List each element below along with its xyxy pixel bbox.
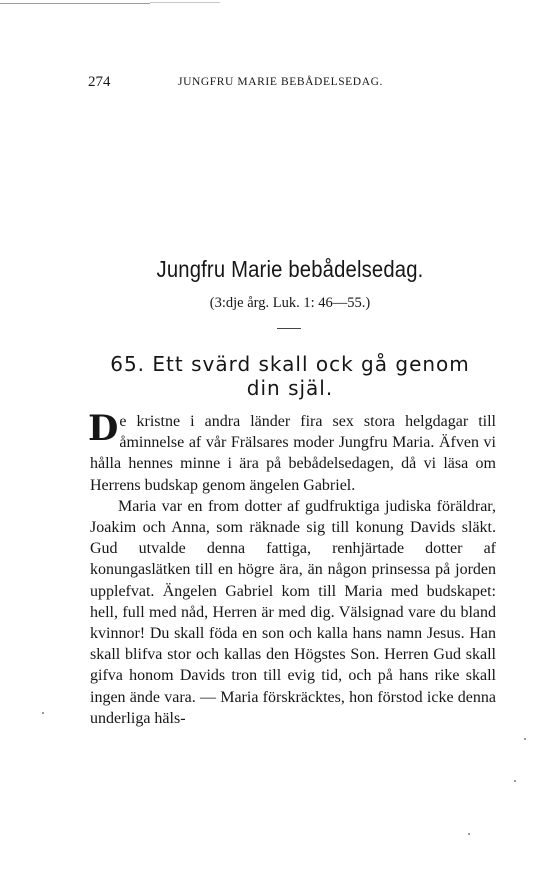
drop-cap: D (88, 408, 119, 449)
page-number: 274 (88, 74, 111, 90)
print-speck (514, 780, 516, 782)
paragraph-1 (88, 408, 496, 496)
running-title: JUNGFRU MARIE BEBÅDELSEDAG. (178, 76, 384, 88)
top-edge-rule (0, 3, 150, 4)
body-text (88, 408, 496, 729)
top-edge-rule-faint (150, 2, 220, 3)
chapter-subtitle: (3:dje årg. Luk. 1: 46—55.) (209, 295, 371, 311)
paragraph-2: Maria var en from dotter af gudfruktiga judiska föräldrar, Joakim och Anna, som räknade sig till konung Davids släkt. Gud utvalde denna fattiga, renhjärtade dotter af konungaslätken till en högre ära, än någon prinsessa på jorden upplefvat. Ängelen Gabriel kom till Maria med budskapet: hell, full med nåd, Herren är med dig. Välsignad vare du bland kvinnor! Du skall föda en son och kalla hans namn Jesus. Han skall blifva stor och kallas den Högstes Son. Herren Gud skall gifva honom Davids tron till evig tid, och på hans rike skall ingen ände vara. — Maria förskräcktes, hon förstod icke denna underliga häls- (90, 497, 496, 727)
print-speck (468, 833, 470, 835)
chapter-title: Jungfru Marie bebådelsedag. (156, 256, 424, 282)
sermon-title: 65. Ett svärd skall ock gå genom din själ. (110, 352, 470, 400)
running-head (88, 74, 418, 94)
paragraph-1-text: e kristne i andra länder fira sex stora helgdagar till åminnelse af vår Frälsares moder Jungfru Maria. Äfven vi hålla hennes minne i ära på bebådelsedagen, då vi läsa om Herrens budskap genom ängelen Gabriel. (90, 413, 496, 494)
section-divider (277, 328, 301, 329)
print-speck (42, 712, 44, 714)
print-speck (524, 738, 526, 740)
